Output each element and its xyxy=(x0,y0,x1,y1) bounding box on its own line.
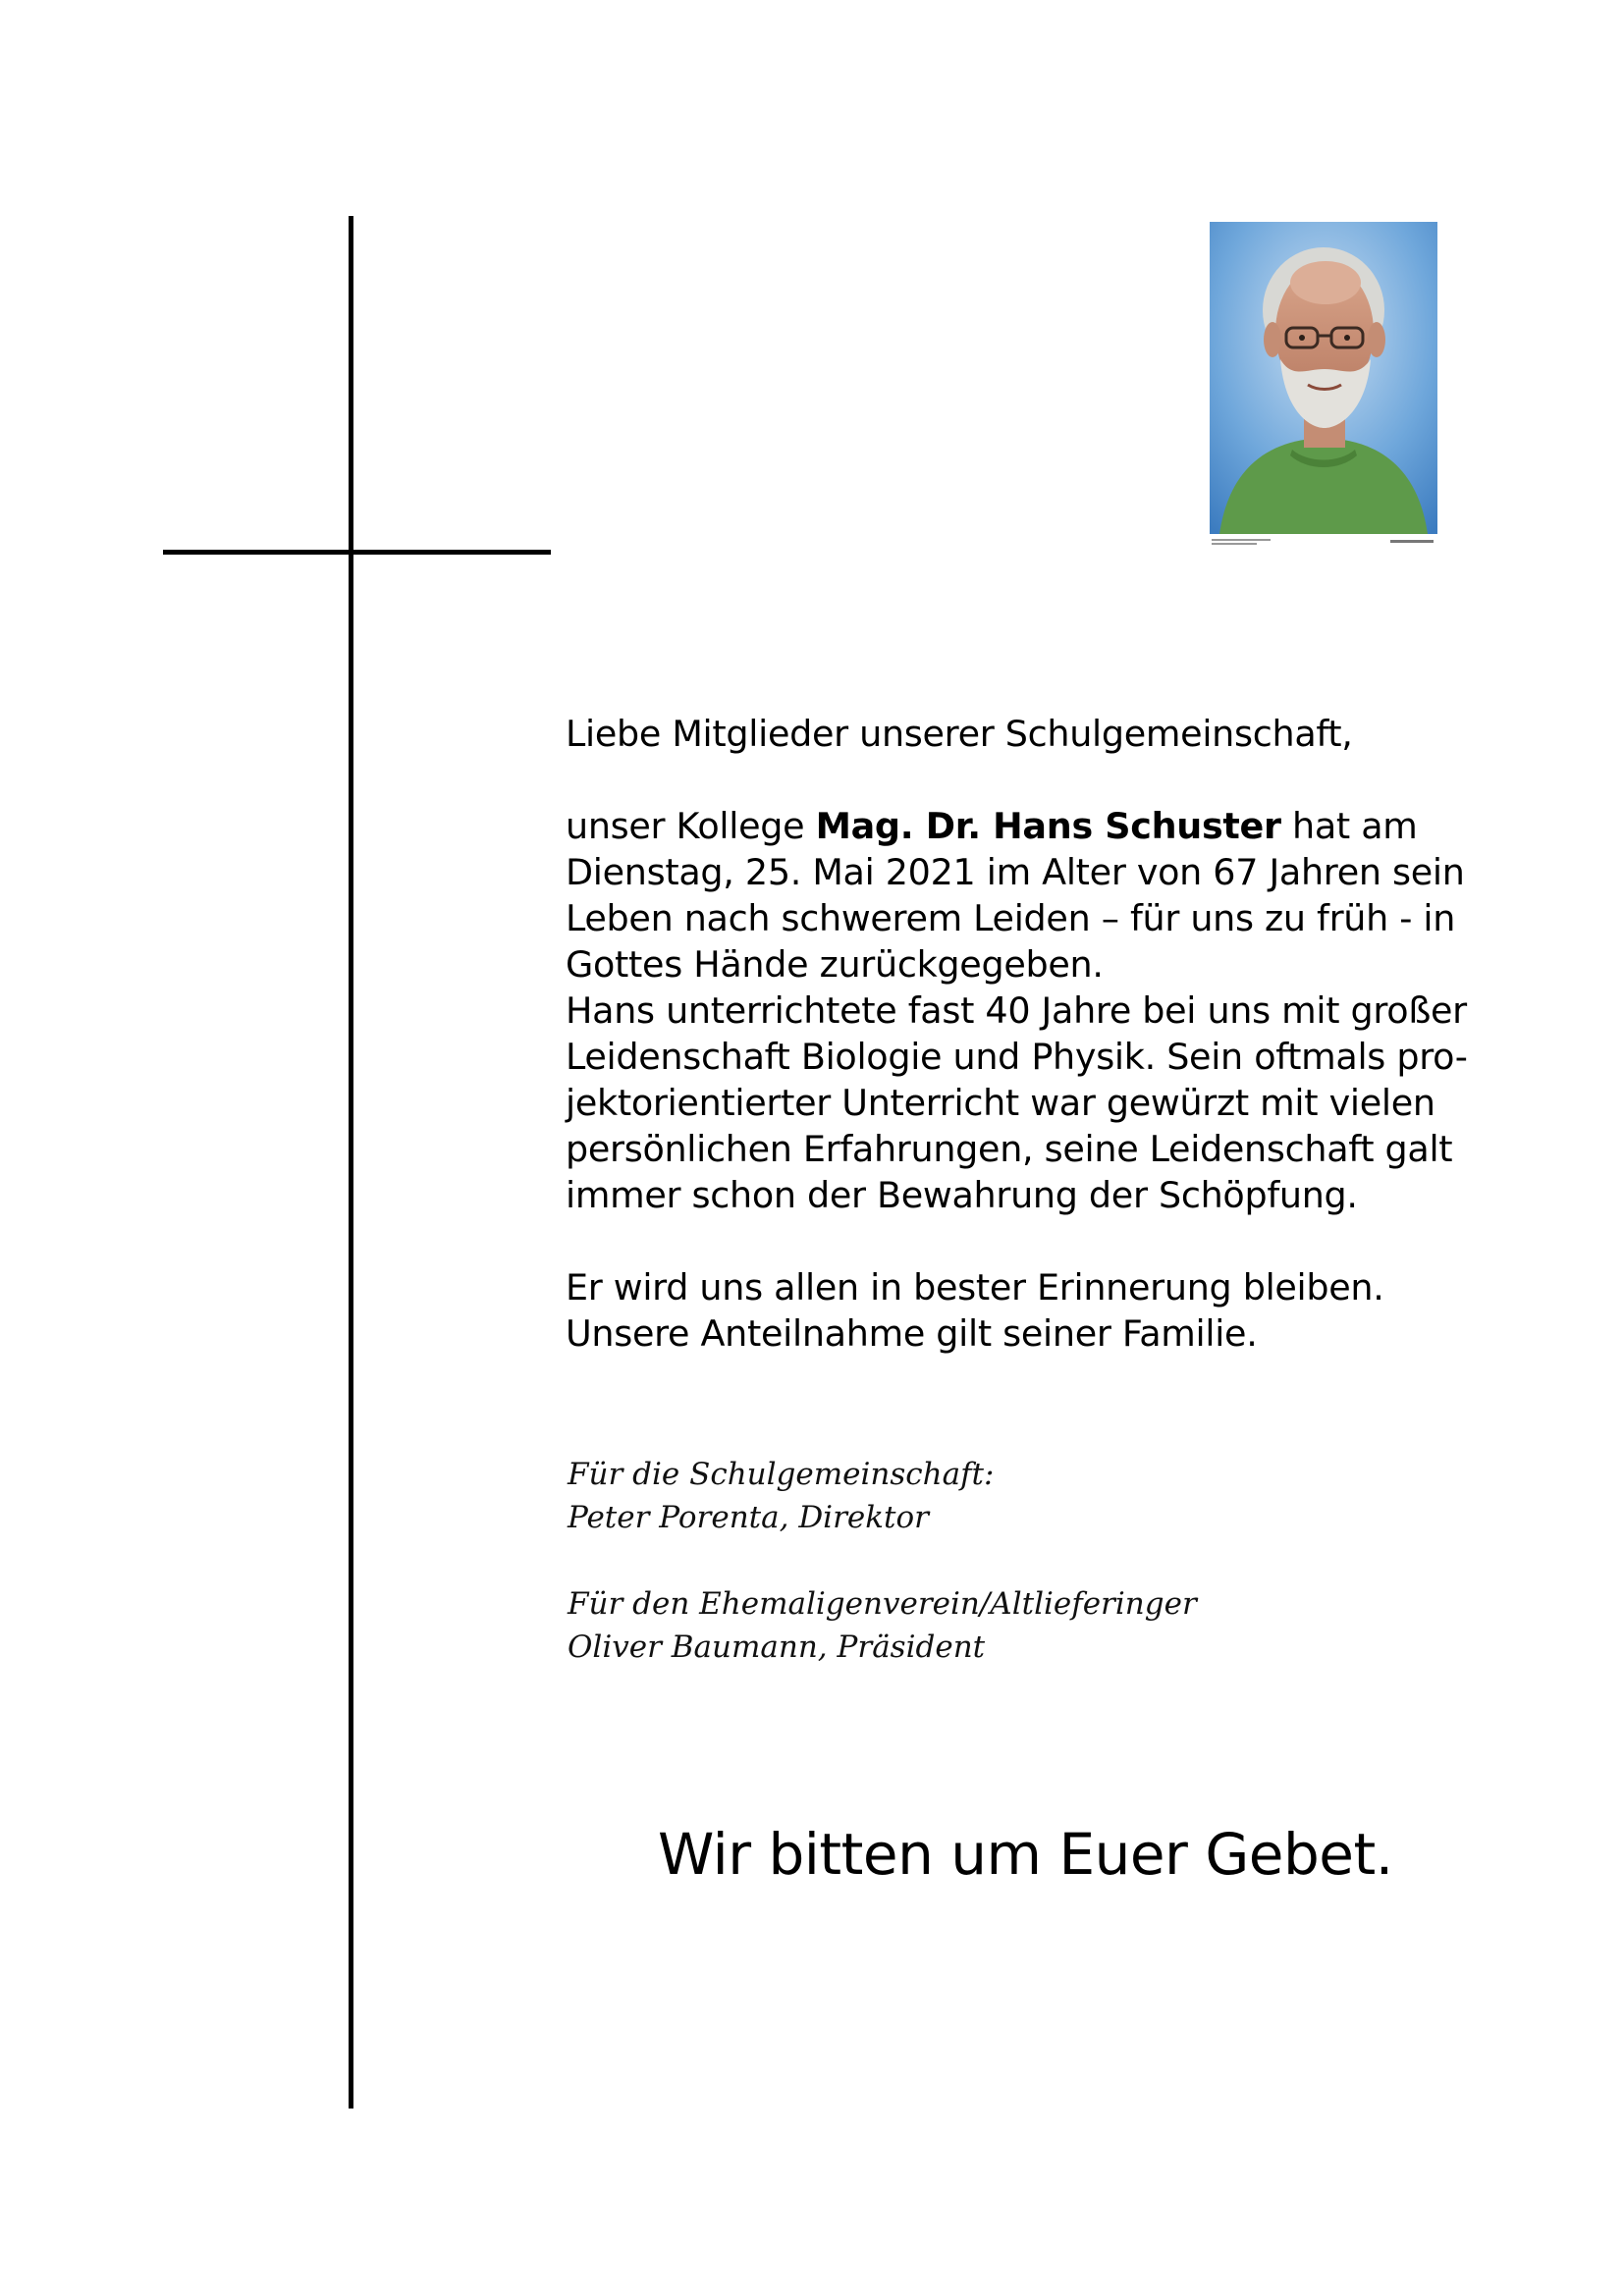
announcement-line-1 xyxy=(566,803,1449,849)
cross-vertical-bar xyxy=(349,216,353,2109)
closing-line-1: Er wird uns allen in bester Erinnerung bleiben. xyxy=(566,1266,1384,1308)
portrait-photo xyxy=(1210,222,1437,550)
announcement-line-1-pre: unser Kollege xyxy=(566,805,816,847)
signature-block xyxy=(568,1453,1197,1669)
deceased-name: Mag. Dr. Hans Schuster xyxy=(815,805,1281,847)
alumni-signature-heading: Für den Ehemaligenverein/Altlieferinger xyxy=(568,1586,1197,1622)
announcement-line-6: Leidenschaft Biologie und Physik. Sein oftmals pro- xyxy=(566,1036,1468,1078)
prayer-request: Wir bitten um Euer Gebet. xyxy=(658,1821,1393,1888)
school-signer: Peter Porenta, Direktor xyxy=(568,1500,929,1535)
announcement-line-3: Leben nach schwerem Leiden – für uns zu früh - in xyxy=(566,897,1456,939)
greeting: Liebe Mitglieder unserer Schulgemeinschaft, xyxy=(566,713,1353,755)
closing-line-2: Unsere Anteilnahme gilt seiner Familie. xyxy=(566,1312,1258,1355)
announcement-line-7: jektorientierter Unterricht war gewürzt mit vielen xyxy=(566,1082,1435,1124)
announcement-line-2: Dienstag, 25. Mai 2021 im Alter von 67 Jahren sein xyxy=(566,851,1465,893)
announcement-line-5: Hans unterrichtete fast 40 Jahre bei uns mit großer xyxy=(566,989,1467,1032)
announcement-line-9: immer schon der Bewahrung der Schöpfung. xyxy=(566,1174,1358,1216)
condolence-text xyxy=(566,711,1468,1357)
alumni-signer: Oliver Baumann, Präsident xyxy=(568,1629,986,1665)
cross-horizontal-bar xyxy=(163,550,551,555)
announcement-line-4: Gottes Hände zurückgegeben. xyxy=(566,943,1104,986)
announcement-line-8: persönlichen Erfahrungen, seine Leidenschaft galt xyxy=(566,1128,1453,1170)
school-signature-heading: Für die Schulgemeinschaft: xyxy=(568,1457,995,1492)
announcement-line-1-post: hat am xyxy=(1280,805,1418,847)
